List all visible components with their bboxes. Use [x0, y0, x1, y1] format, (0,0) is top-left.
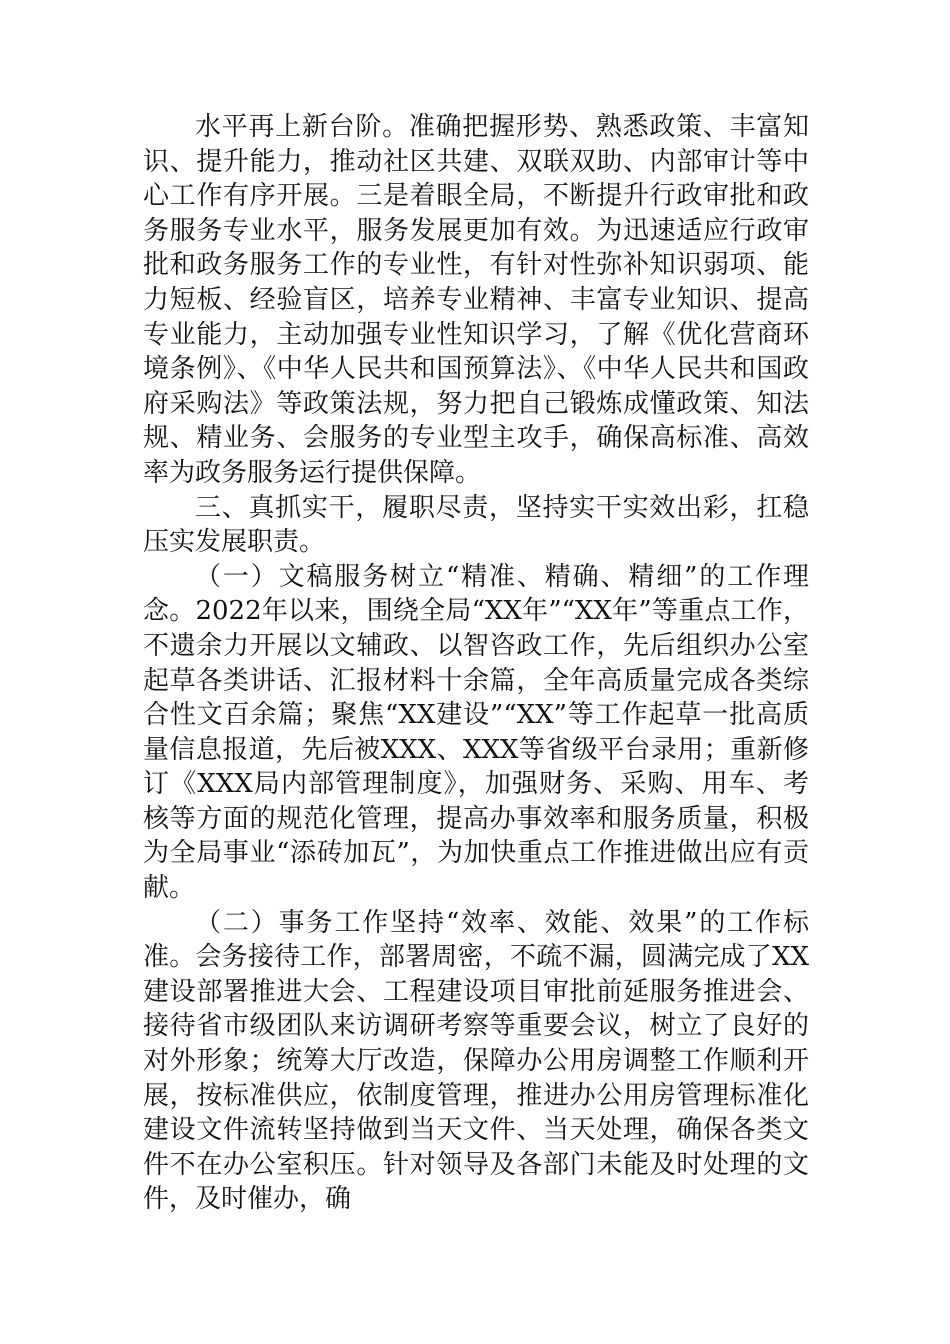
- document-body: [143, 110, 809, 1217]
- paragraph-section-heading: 三、真抓实干，履职尽责，坚持实干实效出彩，扛稳压实发展职责。: [143, 492, 809, 558]
- paragraph-continuation: 水平再上新台阶。准确把握形势、熟悉政策、丰富知识、提升能力，推动社区共建、双联双助、内部审计等中心工作有序开展。三是着眼全局，不断提升行政审批和政务服务专业水平，服务发展更加有效。为迅速适应行政审批和政务服务工作的专业性，有针对性弥补知识弱项、能力短板、经验盲区，培养专业精神、丰富专业知识、提高专业能力，主动加强专业性知识学习，了解《优化营商环境条例》、《中华人民共和国预算法》、《中华人民共和国政府采购法》等政策法规，努力把自己锻炼成懂政策、知法规、精业务、会服务的专业型主攻手，确保高标准、高效率为政务服务运行提供保障。: [143, 112, 809, 488]
- paragraph-document-service: （一）文稿服务树立“精准、精确、精细”的工作理念。2022年以来，围绕全局“XX年”“XX年”等重点工作，不遗余力开展以文辅政、以智咨政工作，先后组织办公室起草各类讲话、汇报材料十余篇，全年高质量完成各类综合性文百余篇；聚焦“XX建设”“XX”等工作起草一批高质量信息报道，先后被XXX、XXX等省级平台录用；重新修订《XXX局内部管理制度》，加强财务、采购、用车、考核等方面的规范化管理，提高办事效率和服务质量，积极为全局事业“添砖加瓦”，为加快重点工作推进做出应有贡献。: [143, 561, 809, 904]
- paragraph-affairs-work: （二）事务工作坚持“效率、效能、效果”的工作标准。会务接待工作，部署周密，不疏不漏，圆满完成了XX建设部署推进大会、工程建设项目审批前延服务推进会、接待省市级团队来访调研考察等重要会议，树立了良好的对外形象；统筹大厅改造，保障办公用房调整工作顺利开展，按标准供应，依制度管理，推进办公用房管理标准化建设文件流转坚持做到当天文件、当天处理，确保各类文件不在办公室积压。针对领导及各部门未能及时处理的文件，及时催办，确: [143, 907, 809, 1215]
